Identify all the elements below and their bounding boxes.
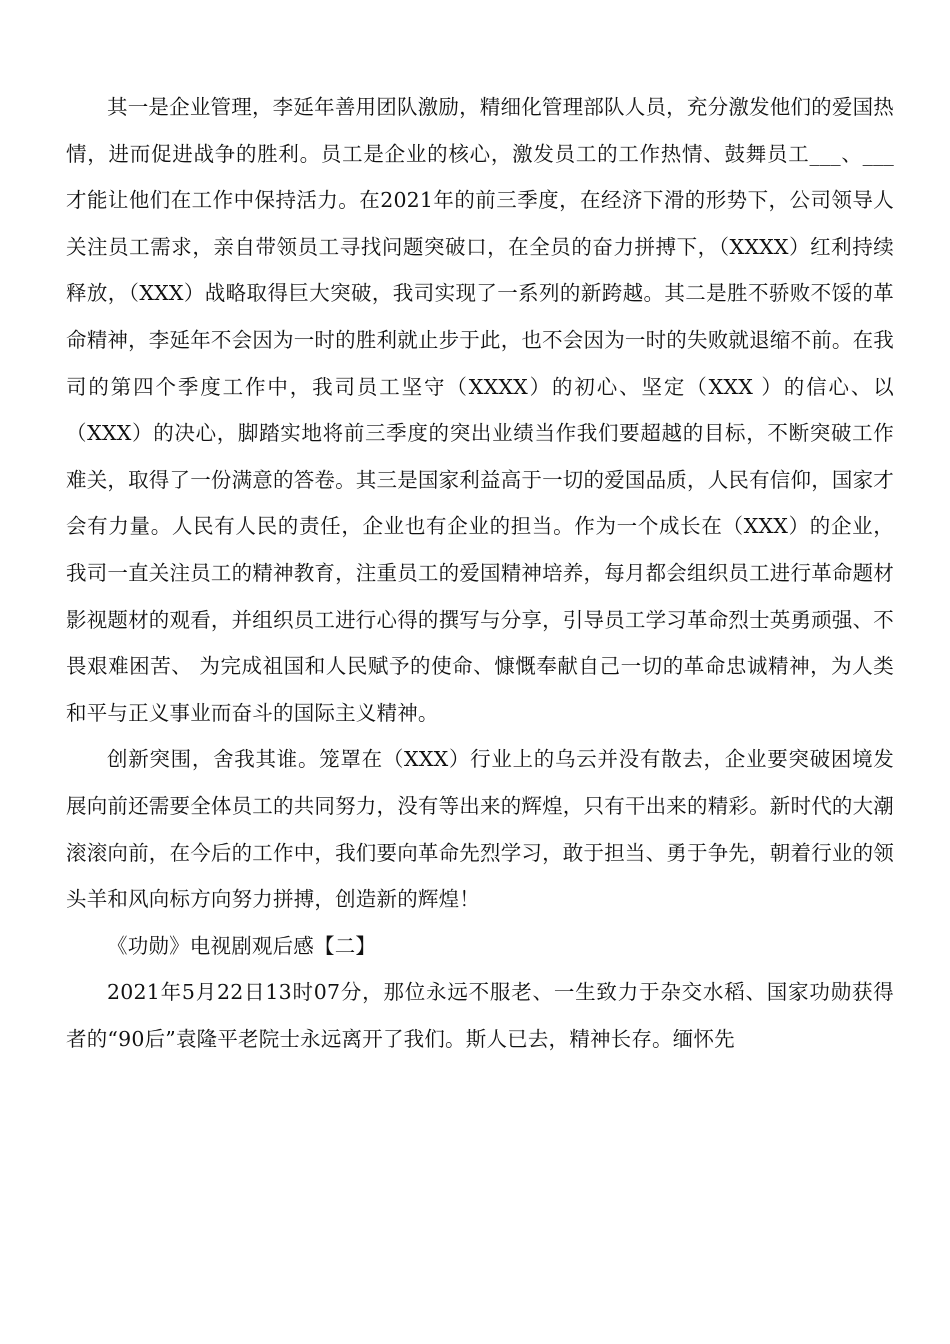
section-heading: 《功勋》电视剧观后感【二】 xyxy=(107,933,377,958)
document-body xyxy=(66,84,894,1062)
paragraph-management: 其一是企业管理，李延年善用团队激励，精细化管理部队人员，充分激发他们的爱国热情，进而促进战争的胜利。员工是企业的核心，激发员工的工作热情、鼓舞员工___、___才能让他们在工作中保持活力。在2021年的前三季度，在经济下滑的形势下，公司领导人关注员工需求，亲自带领员工寻找问题突破口，在全员的奋力拼搏下，（XXXX）红利持续释放，（XXX）战略取得巨大突破，我司实现了一系列的新跨越。其二是胜不骄败不馁的革命精神，李延年不会因为一时的胜利就止步于此，也不会因为一时的失败就退缩不前。在我司的第四个季度工作中，我司员工坚守（XXXX）的初心、坚定（XXX ）的信心、以（XXX）的决心，脚踏实地将前三季度的突出业绩当作我们要超越的目标，不断突破工作难关，取得了一份满意的答卷。其三是国家利益高于一切的爱国品质，人民有信仰，国家才会有力量。人民有人民的责任，企业也有企业的担当。作为一个成长在（XXX）的企业，我司一直关注员工的精神教育，注重员工的爱国精神培养，每月都会组织员工进行革命题材影视题材的观看，并组织员工进行心得的撰写与分享，引导员工学习革命烈士英勇顽强、不畏艰难困苦、 为完成祖国和人民赋予的使命、慷慨奉献自己一切的革命忠诚精神，为人类和平与正义事业而奋斗的国际主义精神。 xyxy=(66,95,894,725)
paragraph-innovation: 创新突围，舍我其谁。笼罩在（XXX）行业上的乌云并没有散去，企业要突破困境发展向前还需要全体员工的共同努力，没有等出来的辉煌，只有干出来的精彩。新时代的大潮滚滚向前，在今后的工作中，我们要向革命先烈学习，敢于担当、勇于争先，朝着行业的领头羊和风向标方向努力拼搏，创造新的辉煌！ xyxy=(66,747,894,912)
paragraph-yuan-longping: 2021年5月22日13时07分，那位永远不服老、一生致力于杂交水稻、国家功勋获得者的“90后”袁隆平老院士永远离开了我们。斯人已去，精神长存。缅怀先 xyxy=(66,980,894,1051)
